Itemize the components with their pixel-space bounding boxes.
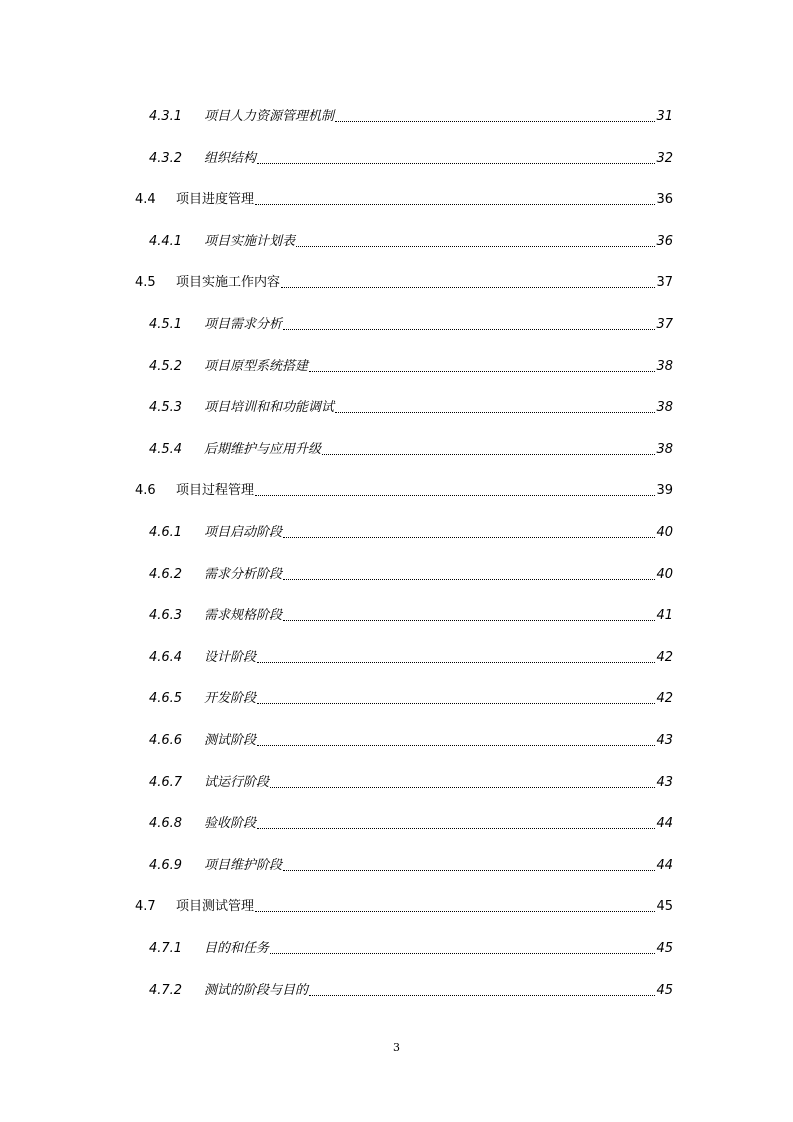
toc-entry[interactable] xyxy=(135,481,673,501)
toc-leader-dots xyxy=(255,494,655,496)
toc-leader-dots xyxy=(257,744,655,746)
toc-entry-page: 45 xyxy=(656,941,673,956)
toc-entry-page: 38 xyxy=(656,442,673,457)
toc-entry-number: 4.6.8 xyxy=(149,816,183,831)
toc-entry-title: 试运行阶段 xyxy=(204,775,270,790)
toc-leader-dots xyxy=(322,453,655,455)
toc-leader-dots xyxy=(270,786,655,788)
toc-leader-dots xyxy=(335,120,655,122)
toc-entry-number: 4.5.4 xyxy=(149,442,183,457)
toc-entry[interactable] xyxy=(149,856,673,876)
toc-entry-title: 测试阶段 xyxy=(204,733,257,748)
toc-leader-dots xyxy=(257,827,655,829)
toc-entry-number: 4.3.2 xyxy=(149,151,183,166)
toc-entry-number: 4.5.1 xyxy=(149,317,183,332)
toc-entry[interactable] xyxy=(149,606,673,626)
toc-entry-page: 43 xyxy=(656,733,673,748)
toc-entry-page: 36 xyxy=(656,192,673,207)
toc-entry-page: 36 xyxy=(656,234,673,249)
toc-entry-title: 项目启动阶段 xyxy=(204,525,283,540)
toc-leader-dots xyxy=(257,702,655,704)
toc-entry-number: 4.6.2 xyxy=(149,567,183,582)
toc-entry-title: 项目过程管理 xyxy=(176,483,255,498)
toc-entry-title: 目的和任务 xyxy=(204,941,270,956)
toc-leader-dots xyxy=(283,328,655,330)
toc-entry-page: 37 xyxy=(656,275,673,290)
toc-entry-page: 38 xyxy=(656,359,673,374)
toc-entry-number: 4.6.1 xyxy=(149,525,183,540)
toc-entry-title: 项目实施计划表 xyxy=(204,234,296,249)
toc-entry[interactable] xyxy=(135,897,673,917)
toc-leader-dots xyxy=(255,910,655,912)
toc-leader-dots xyxy=(270,952,655,954)
toc-entry-number: 4.7.2 xyxy=(149,983,183,998)
toc-entry-page: 42 xyxy=(656,650,673,665)
toc-entry-number: 4.7.1 xyxy=(149,941,183,956)
toc-entry[interactable] xyxy=(149,814,673,834)
toc-entry-page: 40 xyxy=(656,525,673,540)
toc-entry-page: 37 xyxy=(656,317,673,332)
toc-leader-dots xyxy=(255,203,655,205)
toc-entry-page: 45 xyxy=(656,899,673,914)
toc-leader-dots xyxy=(283,619,655,621)
toc-entry-title: 需求分析阶段 xyxy=(204,567,283,582)
toc-entry-page: 45 xyxy=(656,983,673,998)
toc-leader-dots xyxy=(309,994,655,996)
toc-entry-number: 4.4.1 xyxy=(149,234,183,249)
toc-entry-title: 项目原型系统搭建 xyxy=(204,359,309,374)
toc-entry-number: 4.3.1 xyxy=(149,109,183,124)
toc-entry-page: 32 xyxy=(656,151,673,166)
toc-entry[interactable] xyxy=(149,357,673,377)
toc-entry[interactable] xyxy=(149,232,673,252)
toc-entry-number: 4.6.4 xyxy=(149,650,183,665)
toc-entry[interactable] xyxy=(135,273,673,293)
toc-leader-dots xyxy=(283,578,655,580)
toc-entry[interactable] xyxy=(149,440,673,460)
toc-entry-title: 项目实施工作内容 xyxy=(176,275,281,290)
toc-entry-title: 开发阶段 xyxy=(204,691,257,706)
toc-entry[interactable] xyxy=(149,981,673,1001)
toc-entry-number: 4.5.3 xyxy=(149,400,183,415)
toc-entry-title: 项目需求分析 xyxy=(204,317,283,332)
toc-entry[interactable] xyxy=(149,939,673,959)
toc-entry[interactable] xyxy=(149,731,673,751)
toc-entry-page: 31 xyxy=(656,109,673,124)
toc-leader-dots xyxy=(335,411,655,413)
toc-entry[interactable] xyxy=(135,190,673,210)
toc-entry-title: 组织结构 xyxy=(204,151,257,166)
toc-entry[interactable] xyxy=(149,565,673,585)
toc-entry-page: 41 xyxy=(656,608,673,623)
toc-leader-dots xyxy=(283,869,655,871)
toc-entry-page: 44 xyxy=(656,858,673,873)
toc-entry-title: 项目进度管理 xyxy=(176,192,255,207)
toc-entry[interactable] xyxy=(149,773,673,793)
toc-entry-number: 4.5.2 xyxy=(149,359,183,374)
toc-entry[interactable] xyxy=(149,107,673,127)
toc-entry-title: 项目维护阶段 xyxy=(204,858,283,873)
toc-entry-page: 44 xyxy=(656,816,673,831)
toc-entry[interactable] xyxy=(149,398,673,418)
toc-leader-dots xyxy=(296,245,655,247)
toc-entry-number: 4.7 xyxy=(135,899,156,914)
toc-entry-page: 43 xyxy=(656,775,673,790)
toc-entry-title: 后期维护与应用升级 xyxy=(204,442,322,457)
toc-entry[interactable] xyxy=(149,315,673,335)
toc-entry-title: 设计阶段 xyxy=(204,650,257,665)
toc-entry-number: 4.6.6 xyxy=(149,733,183,748)
toc-entry-title: 项目人力资源管理机制 xyxy=(204,109,335,124)
toc-entry-number: 4.4 xyxy=(135,192,156,207)
toc-entry-number: 4.6.5 xyxy=(149,691,183,706)
toc-entry[interactable] xyxy=(149,149,673,169)
toc-entry-title: 需求规格阶段 xyxy=(204,608,283,623)
toc-entry-number: 4.5 xyxy=(135,275,156,290)
toc-entry-title: 验收阶段 xyxy=(204,816,257,831)
toc-entry-page: 38 xyxy=(656,400,673,415)
toc-entry-number: 4.6 xyxy=(135,483,156,498)
toc-entry-number: 4.6.3 xyxy=(149,608,183,623)
toc-entry[interactable] xyxy=(149,689,673,709)
toc-entry-title: 项目测试管理 xyxy=(176,899,255,914)
toc-entry-page: 39 xyxy=(656,483,673,498)
toc-leader-dots xyxy=(257,162,655,164)
page-number: 3 xyxy=(393,1041,400,1054)
toc-entry-number: 4.6.9 xyxy=(149,858,183,873)
toc-leader-dots xyxy=(281,286,655,288)
toc-leader-dots xyxy=(283,536,655,538)
toc-entry-page: 42 xyxy=(656,691,673,706)
toc-entry-number: 4.6.7 xyxy=(149,775,183,790)
toc-entry[interactable] xyxy=(149,648,673,668)
toc-entry[interactable] xyxy=(149,523,673,543)
toc-entry-title: 项目培训和和功能调试 xyxy=(204,400,335,415)
toc-entry-page: 40 xyxy=(656,567,673,582)
toc-entry-title: 测试的阶段与目的 xyxy=(204,983,309,998)
toc-leader-dots xyxy=(309,370,655,372)
toc-leader-dots xyxy=(257,661,655,663)
